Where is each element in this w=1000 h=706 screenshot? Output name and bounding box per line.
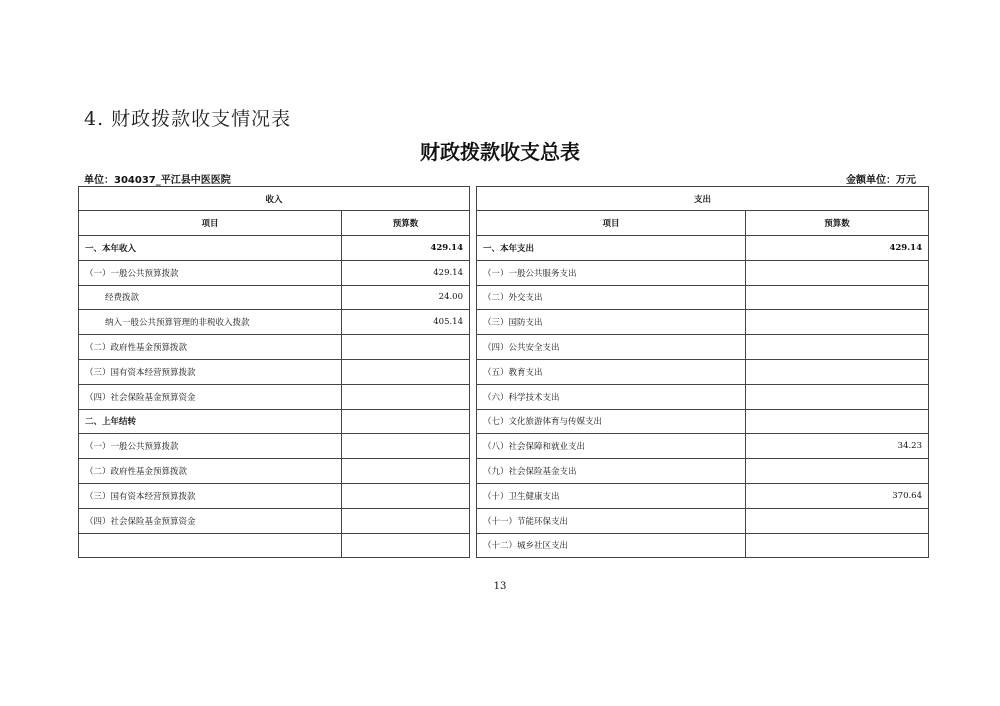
income-item-header: 项目 [78, 211, 342, 236]
income-budget-value: 429.14 [342, 261, 470, 286]
unit-label: 单位：304037_平江县中医医院 [84, 175, 231, 186]
budget-table [78, 186, 923, 558]
income-budget-header: 预算数 [342, 211, 470, 236]
expense-budget-value [746, 261, 929, 286]
expense-item-label: （一）一般公共服务支出 [476, 261, 746, 286]
expense-budget-header: 预算数 [746, 211, 929, 236]
income-budget-value [342, 459, 470, 484]
income-item-label: 一、本年收入 [78, 236, 342, 261]
income-item-label: （二）政府性基金预算拨款 [78, 335, 342, 360]
income-item-label: （二）政府性基金预算拨款 [78, 459, 342, 484]
expense-item-label: （九）社会保险基金支出 [476, 459, 746, 484]
income-item-label: （四）社会保险基金预算资金 [78, 509, 342, 534]
expense-item-label: 一、本年支出 [476, 236, 746, 261]
expense-budget-value [746, 385, 929, 410]
income-budget-value [342, 509, 470, 534]
expense-item-label: （二）外交支出 [476, 286, 746, 311]
income-budget-value: 429.14 [342, 236, 470, 261]
income-item-label: （三）国有资本经营预算拨款 [78, 360, 342, 385]
page-number: 13 [493, 581, 507, 592]
income-budget-value [342, 335, 470, 360]
expense-item-label: （三）国防支出 [476, 310, 746, 335]
document-title: 财政拨款收支总表 [420, 140, 580, 164]
income-item-label: （三）国有资本经营预算拨款 [78, 484, 342, 509]
income-budget-value [342, 434, 470, 459]
income-budget-value [342, 534, 470, 559]
income-item-label: （四）社会保险基金预算资金 [78, 385, 342, 410]
expense-item-label: （四）公共安全支出 [476, 335, 746, 360]
expense-budget-value [746, 410, 929, 435]
income-budget-value: 405.14 [342, 310, 470, 335]
income-budget-value [342, 410, 470, 435]
expense-item-header: 项目 [476, 211, 746, 236]
expense-budget-value [746, 310, 929, 335]
income-header: 收入 [78, 186, 470, 211]
income-item-label: 经费拨款 [78, 286, 342, 311]
income-item-label [78, 534, 342, 559]
expense-item-label: （八）社会保障和就业支出 [476, 434, 746, 459]
expense-budget-value: 429.14 [746, 236, 929, 261]
expense-item-label: （六）科学技术支出 [476, 385, 746, 410]
expense-budget-value [746, 509, 929, 534]
expense-item-label: （十二）城乡社区支出 [476, 534, 746, 559]
income-item-label: 纳入一般公共预算管理的非税收入拨款 [78, 310, 342, 335]
expense-header: 支出 [476, 186, 929, 211]
income-budget-value [342, 385, 470, 410]
expense-item-label: （五）教育支出 [476, 360, 746, 385]
income-budget-value: 24.00 [342, 286, 470, 311]
expense-budget-value: 370.64 [746, 484, 929, 509]
income-item-label: 二、上年结转 [78, 410, 342, 435]
income-budget-value [342, 360, 470, 385]
income-item-label: （一）一般公共预算拨款 [78, 261, 342, 286]
expense-budget-value [746, 534, 929, 559]
expense-item-label: （十一）节能环保支出 [476, 509, 746, 534]
expense-budget-value [746, 286, 929, 311]
income-budget-value [342, 484, 470, 509]
income-item-label: （一）一般公共预算拨款 [78, 434, 342, 459]
expense-item-label: （七）文化旅游体育与传媒支出 [476, 410, 746, 435]
expense-budget-value: 34.23 [746, 434, 929, 459]
amount-unit-label: 金额单位：万元 [846, 175, 916, 186]
expense-item-label: （十）卫生健康支出 [476, 484, 746, 509]
expense-budget-value [746, 459, 929, 484]
expense-budget-value [746, 335, 929, 360]
expense-budget-value [746, 360, 929, 385]
section-heading: 4. 财政拨款收支情况表 [84, 108, 292, 130]
